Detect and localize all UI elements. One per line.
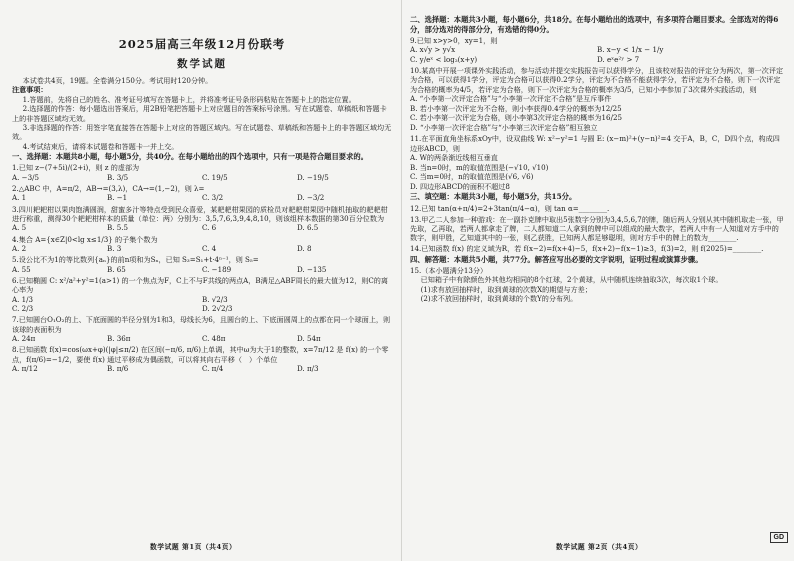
question-8-options	[12, 364, 392, 374]
option-b: B. −1	[107, 193, 128, 203]
option-a: A. 1/3	[12, 294, 34, 304]
question-3-options	[12, 223, 392, 233]
option-b: B. 65	[107, 264, 126, 274]
section-1-heading: 一、选择题：本题共8小题，每小题5分，共40分。在每小题给出的四个选项中，只有一项是符合题目要求的。	[12, 152, 368, 162]
option-a: A. π/12	[12, 364, 38, 374]
question-8: 8.已知函数 f(x)=cos(ωx+φ)(|φ|≤π/2) 在区间(−π/6, π/6)上单调，其中ω为大于1的整数，x=7π/12 是 f(x) 的一个零点，f(π/6)=−1/2，要使 f(x) 通过平移成为偶函数，可以将其向右平移（ ）个单位	[12, 345, 389, 364]
option-b: B. √2/3	[202, 294, 228, 304]
option-a: A. 5	[12, 223, 27, 233]
option-c: C. y/eˣ < log₂(x+y)	[410, 54, 478, 64]
question-15: 15.（本小题满分13分）	[410, 265, 488, 275]
option-a: A. −3/5	[12, 172, 39, 182]
option-d: D. 8	[297, 244, 312, 254]
question-12: 12.已知 tan(α+π/4)=2+3tan(π/4−α)，则 tan α=________.	[410, 203, 610, 213]
section-4-heading: 四、解答题：本题共5小题，共77分。解答应写出必要的文字说明，证明过程或演算步骤。	[410, 254, 703, 264]
notice-heading: 注意事项：	[12, 85, 48, 95]
option-c: C. 当m=0时，n的取值范围是(√6, √6)	[410, 172, 534, 182]
notice-item: 2.选择题的作答：每小题选出答案后，用2B铅笔把答题卡上对应题目的答案标号涂黑。写在试题卷、草稿纸和答题卡上的非答题区域均无效。	[12, 104, 387, 123]
option-c: C. 6	[202, 223, 217, 233]
question-6: 6.已知椭圆 C: x²/a²+y²=1(a>1) 的一个焦点为F，C上不与F共线的两点A，B满足△ABF周长的最大值为12，则C的离心率为	[12, 275, 388, 295]
section-2-heading: 二、选择题：本题共3小题，每小题6分，共18分。在每小题给出的选项中，有多项符合题目要求。全部选对的得6分，部分选对的得部分分，有选错的得0分。	[410, 15, 779, 34]
notice-item: 4.考试结束后，请将本试题卷和答题卡一并上交。	[22, 141, 179, 151]
option-d: D. 6.5	[297, 223, 319, 233]
region-badge: GD	[770, 532, 789, 543]
question-1: 1.已知 z−(7+5i)/(2+i)，则 z 的虚部为	[12, 163, 140, 173]
question-4-options	[12, 244, 392, 254]
section-3-heading: 三、填空题：本题共3小题，每小题5分，共15分。	[410, 192, 577, 202]
option-d: D. −19/5	[297, 172, 329, 182]
question-6-options	[12, 295, 392, 314]
option-d: D. 2√2/3	[202, 304, 233, 314]
option-c: C. 若小李第一次评定为合格，则小李第3次评定合格的概率为16/25	[410, 113, 622, 123]
question-7: 7.已知圆台O₁O₂的上、下底面圆的半径分别为1和3，母线长为6，且圆台的上、下底面圆周上的点都在同一个球面上，则该球的表面积为	[12, 315, 391, 334]
option-c: C. 2/3	[12, 304, 34, 314]
question-14: 14.已知函数 f(x) 的定义域为R，若 f(x−2)=f(x+4)−5，f(x+2)−f(x−1)≥3，f(3)=2，则 f(2025)=________.	[410, 244, 764, 254]
question-9-options	[410, 45, 784, 64]
page-1-footer: 数学试题 第1页（共4页）	[150, 543, 237, 551]
option-a: A. “小李第一次评定合格”与“小李第一次评定不合格”是互斥事件	[410, 94, 612, 104]
exam-page-2	[402, 0, 794, 561]
option-b: B. x−y < 1/x − 1/y	[597, 45, 664, 55]
option-b: B. 若小李第一次评定为不合格，则小李获得0.4学分的概率为12/25	[410, 103, 622, 113]
option-b: B. 3/5	[107, 172, 129, 182]
question-13: 13.甲乙二人参加一种游戏：在一副扑克牌中取出5张数字分别为3,4,5,6,7的牌，随后两人分别从其中随机取走一张，甲先取，乙再取，若两人都拿走了牌，二人都知道二人拿到的牌中可以组成的最大数字，若两人中有一人知道对方手中的数字，则甲胜，乙知道其中的一张，则乙获胜，已知两人都足够聪明，则对方手中的牌上的数为________.	[410, 214, 784, 243]
option-c: C. 48π	[202, 334, 226, 344]
page-2-footer: 数学试题 第2页（共4页）	[556, 543, 643, 551]
option-b: B. π/6	[107, 364, 129, 374]
exam-subtitle: 数学试题	[177, 58, 227, 70]
question-7-options	[12, 334, 392, 344]
option-a: A. 55	[12, 264, 31, 274]
option-a: A. 2	[12, 244, 27, 254]
question-4: 4.集合 A={x∈Z|0<lg x≤1/3} 的子集个数为	[12, 234, 158, 244]
option-d: D. −3/2	[297, 193, 325, 203]
exam-title: 2025届高三年级12月份联考	[118, 37, 286, 51]
option-d: D. −135	[297, 264, 327, 274]
option-b: B. 36π	[107, 334, 131, 344]
option-c: C. π/4	[202, 364, 224, 374]
option-d: D. π/3	[297, 364, 319, 374]
question-11: 11.在平面直角坐标系xOy中，设双曲线 W: x²−y²=1 与圆 E: (x−m)²+(y−n)²=4 交于A，B，C，D四个点，构成四边形ABCD，则	[410, 134, 780, 153]
question-10: 10.某高中开展一项课外实践活动，参与活动并提交实践报告可以获得学分，且该校对报告的评定分为两次，第一次评定为合格，可以获得1学分，评定为合格可以获得0.2学分，评定为不合格不能获得学分，若评定为不合格，则下一次评定为合格的概率为4/5，若评定为合格，则下一次评定为合格的概率为3/5，已知小李参加了3次课外实践活动，则	[410, 65, 784, 94]
option-b: B. 当n=0时，m的取值范围是(−√10, √10)	[410, 162, 549, 172]
option-d: D. 54π	[297, 334, 321, 344]
question-1-options	[12, 173, 392, 183]
question-5: 5.设公比不为1的等比数列{aₙ}的前n项和为Sₙ，已知 S₃=S₁+t·4ⁿ⁻¹，则 S₅=	[12, 255, 259, 265]
question-15-part-1: (1)求有放回抽样时，取到黄球的次数X的期望与方差；	[420, 284, 592, 294]
notice-item: 1.答题前，先将自己的姓名、准考证号填写在答题卡上，并将准考证号条形码粘贴在答题卡上的指定位置。	[22, 94, 356, 104]
option-d: D. 四边形ABCD的面积不超过8	[410, 181, 510, 191]
question-15-body: 已知箱子中有除颜色外其他均相同的8个红球，2个黄球，从中随机连续抽取3次，每次取1个球。	[420, 275, 723, 285]
option-d: D. “小李第一次评定合格”与“小李第三次评定合格”相互独立	[410, 122, 598, 132]
question-3: 3.四川耙耙柑以果肉饱满圆润，甜蜜多汁等特点受到民众喜爱，某耙耙柑果园的质检员对耙耙柑果园中随机抽取的耙耙柑进行称重，测得30个耙耙柑样本的质量（单位：两）分别为：3,5,7,6,3,9,4,8,10，则该组样本数据的第30百分位数为	[12, 204, 388, 224]
question-15-part-2: (2)求不放回抽样时，取到黄球的个数Y的分布列。	[420, 294, 578, 304]
option-c: C. −189	[202, 264, 232, 274]
option-b: B. 5.5	[107, 223, 129, 233]
option-c: C. 19/5	[202, 172, 228, 182]
option-a: A. x√y > y√x	[410, 45, 456, 55]
option-b: B. 3	[107, 244, 122, 254]
exam-info: 本试卷共4页，19题。全卷满分150分。考试用时120分钟。	[22, 76, 213, 85]
question-2: 2.△ABC 中，A=π/2，AB→=(3,λ)，CA→=(1,−2)，则 λ=	[12, 184, 205, 194]
notice-item: 3.非选择题的作答：用签字笔直接答在答题卡上对应的答题区域内。写在试题卷、草稿纸和答题卡上的非答题区域均无效。	[12, 123, 392, 142]
option-c: C. 3/2	[202, 193, 224, 203]
option-c: C. 4	[202, 244, 217, 254]
option-a: A. 24π	[12, 334, 36, 344]
question-5-options	[12, 265, 392, 275]
option-a: A. W的两条渐近线相互垂直	[410, 152, 498, 162]
option-d: D. eˣe²ʸ > 7	[597, 54, 640, 64]
question-9: 9.已知 x>y>0，xy=1，则	[410, 35, 498, 45]
option-a: A. 1	[12, 193, 27, 203]
question-2-options	[12, 193, 392, 203]
